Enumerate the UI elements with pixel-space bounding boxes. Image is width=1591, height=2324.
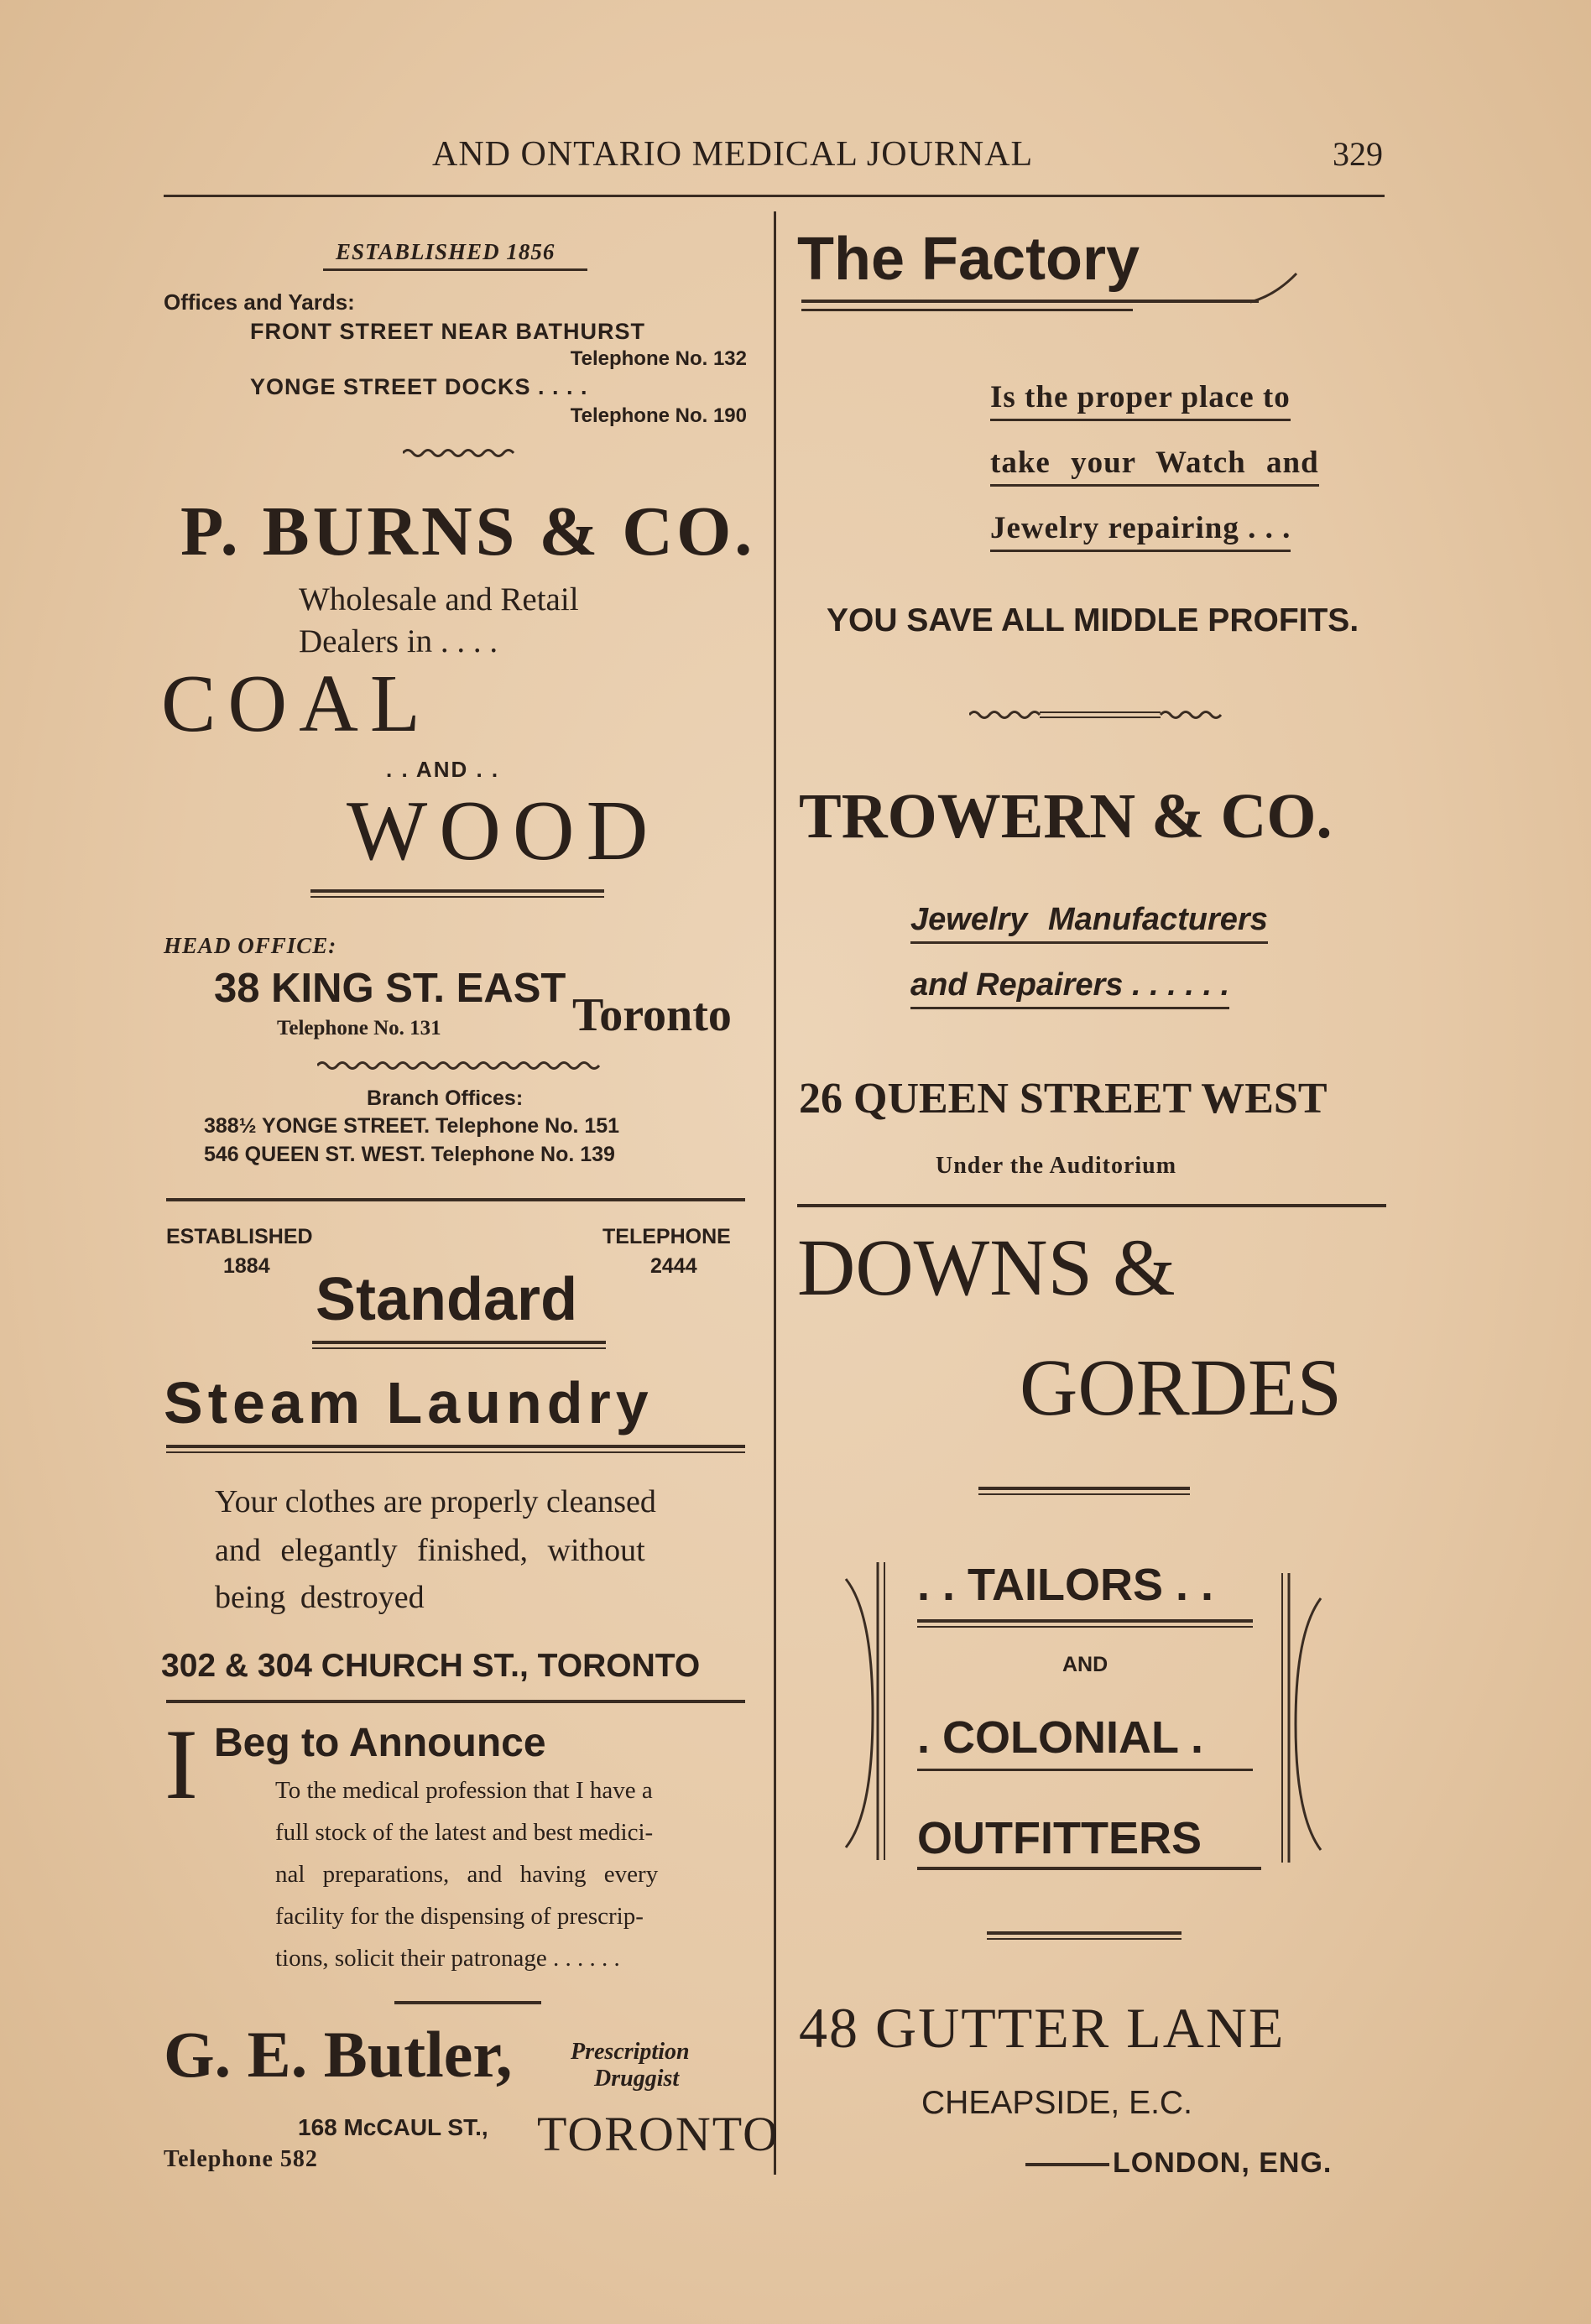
- burns-branch-label: Branch Offices:: [367, 1086, 524, 1110]
- factory-line-3: Jewelry repairing . . .: [990, 510, 1291, 552]
- butler-body-line: To the medical profession that I have a: [275, 1777, 653, 1804]
- downs-outfitters: OUTFITTERS: [917, 1813, 1202, 1863]
- butler-role-line-1: Prescription: [571, 2039, 690, 2065]
- right-section-rule: [797, 1204, 1386, 1207]
- downs-tailors: . . TAILORS . .: [917, 1560, 1214, 1610]
- burns-coal: COAL: [161, 659, 432, 749]
- laundry-telephone-label: TELEPHONE: [602, 1225, 731, 1248]
- factory-title: The Factory: [797, 226, 1140, 293]
- laundry-telephone-number: 2444: [650, 1254, 697, 1278]
- laundry-title-standard: Standard: [316, 1266, 578, 1333]
- laundry-established-year: 1884: [223, 1254, 270, 1278]
- burns-wood: WOOD: [347, 784, 660, 878]
- butler-address: 168 McCAUL ST.,: [298, 2114, 488, 2140]
- laundry-title-steam-laundry: Steam Laundry: [164, 1370, 654, 1436]
- laundry-address: 302 & 304 CHURCH ST., TORONTO: [161, 1648, 701, 1684]
- column-divider: [774, 211, 776, 2175]
- downs-double-rule-2: [987, 1931, 1182, 1940]
- downs-double-rule-1: [978, 1487, 1190, 1495]
- factory-line-1: Is the proper place to: [990, 379, 1291, 421]
- burns-wavy-ornament: [403, 446, 516, 460]
- downs-city: LONDON, ENG.: [1113, 2147, 1333, 2179]
- laundry-title-double-rule: [312, 1341, 606, 1349]
- trowern-line-1: Jewelry Manufacturers: [910, 902, 1268, 944]
- trowern-note: Under the Auditorium: [936, 1153, 1177, 1179]
- downs-district: CHEAPSIDE, E.C.: [921, 2085, 1192, 2121]
- factory-title-rule-1: [801, 300, 1259, 303]
- burns-double-rule: [310, 889, 604, 898]
- downs-left-bracket: [839, 1562, 889, 1864]
- downs-name-1: DOWNS &: [797, 1222, 1176, 1312]
- laundry-body-line-1: Your clothes are properly cleansed: [215, 1484, 656, 1519]
- burns-company-name: P. BURNS & CO.: [180, 492, 756, 571]
- downs-and: AND: [1062, 1653, 1108, 1676]
- trowern-line-2: and Repairers . . . . . .: [910, 967, 1229, 1009]
- factory-ornament: [969, 706, 1229, 723]
- burns-offices-label: Offices and Yards:: [164, 289, 355, 315]
- butler-city: TORONTO: [537, 2107, 780, 2161]
- butler-short-rule: [394, 2001, 541, 2004]
- burns-city: Toronto: [572, 989, 732, 1041]
- burns-office-front-telephone: Telephone No. 132: [570, 347, 747, 370]
- downs-right-bracket: [1277, 1573, 1328, 1875]
- downs-name-2: GORDES: [1020, 1342, 1343, 1432]
- factory-line-2: take your Watch and: [990, 445, 1319, 487]
- burns-office-yonge: YONGE STREET DOCKS . . . .: [250, 374, 588, 399]
- trowern-name: TROWERN & CO.: [799, 781, 1333, 852]
- butler-body-line: nal preparations, and having every: [275, 1861, 659, 1888]
- burns-tagline-1: Wholesale and Retail: [299, 581, 579, 617]
- running-header: AND ONTARIO MEDICAL JOURNAL: [432, 135, 1034, 174]
- burns-head-office-wavy: [317, 1059, 602, 1072]
- butler-body-line: tions, solicit their patronage . . . . . .: [275, 1945, 620, 1972]
- downs-colonial: . COLONIAL .: [917, 1712, 1204, 1763]
- burns-established: ESTABLISHED 1856: [336, 239, 556, 264]
- downs-outfitters-rule: [917, 1867, 1261, 1870]
- butler-body-line: full stock of the latest and best medici-: [275, 1819, 654, 1846]
- burns-head-office-address: 38 KING ST. EAST: [214, 966, 566, 1011]
- butler-heading: Beg to Announce: [214, 1721, 546, 1765]
- burns-established-rule: [323, 268, 587, 271]
- left-section-rule-1: [166, 1198, 745, 1201]
- factory-slogan: YOU SAVE ALL MIDDLE PROFITS.: [827, 602, 1359, 638]
- laundry-subtitle-double-rule: [166, 1445, 745, 1453]
- burns-tagline-2: Dealers in . . . .: [299, 623, 498, 659]
- downs-tailors-rule: [917, 1619, 1253, 1628]
- left-section-rule-2: [166, 1700, 745, 1703]
- burns-and: . . AND . .: [386, 757, 500, 782]
- downs-city-lead-rule: [1025, 2163, 1109, 2166]
- laundry-body-line-3: being destroyed: [215, 1580, 425, 1615]
- burns-office-front: FRONT STREET NEAR BATHURST: [250, 319, 645, 344]
- butler-drop-cap: I: [164, 1708, 198, 1820]
- factory-flourish: [1250, 270, 1301, 305]
- butler-role-line-2: Druggist: [594, 2066, 680, 2092]
- factory-title-rule-2: [801, 309, 1133, 311]
- downs-colonial-rule: [917, 1769, 1253, 1771]
- page-number: 329: [1333, 135, 1383, 173]
- butler-body-line: facility for the dispensing of prescrip-: [275, 1903, 644, 1930]
- burns-branch-yonge: 388½ YONGE STREET. Telephone No. 151: [204, 1114, 620, 1138]
- butler-name: G. E. Butler,: [164, 2018, 513, 2091]
- butler-telephone: Telephone 582: [164, 2146, 318, 2172]
- header-rule: [164, 195, 1385, 197]
- burns-branch-queen: 546 QUEEN ST. WEST. Telephone No. 139: [204, 1143, 615, 1166]
- burns-head-office-label: HEAD OFFICE:: [164, 933, 337, 958]
- laundry-established-label: ESTABLISHED: [166, 1225, 313, 1248]
- downs-address: 48 GUTTER LANE: [799, 1996, 1286, 2060]
- trowern-address: 26 QUEEN STREET WEST: [799, 1075, 1328, 1123]
- burns-office-yonge-telephone: Telephone No. 190: [570, 404, 747, 427]
- laundry-body-line-2: and elegantly finished, without: [215, 1533, 645, 1568]
- burns-head-office-telephone: Telephone No. 131: [277, 1017, 441, 1040]
